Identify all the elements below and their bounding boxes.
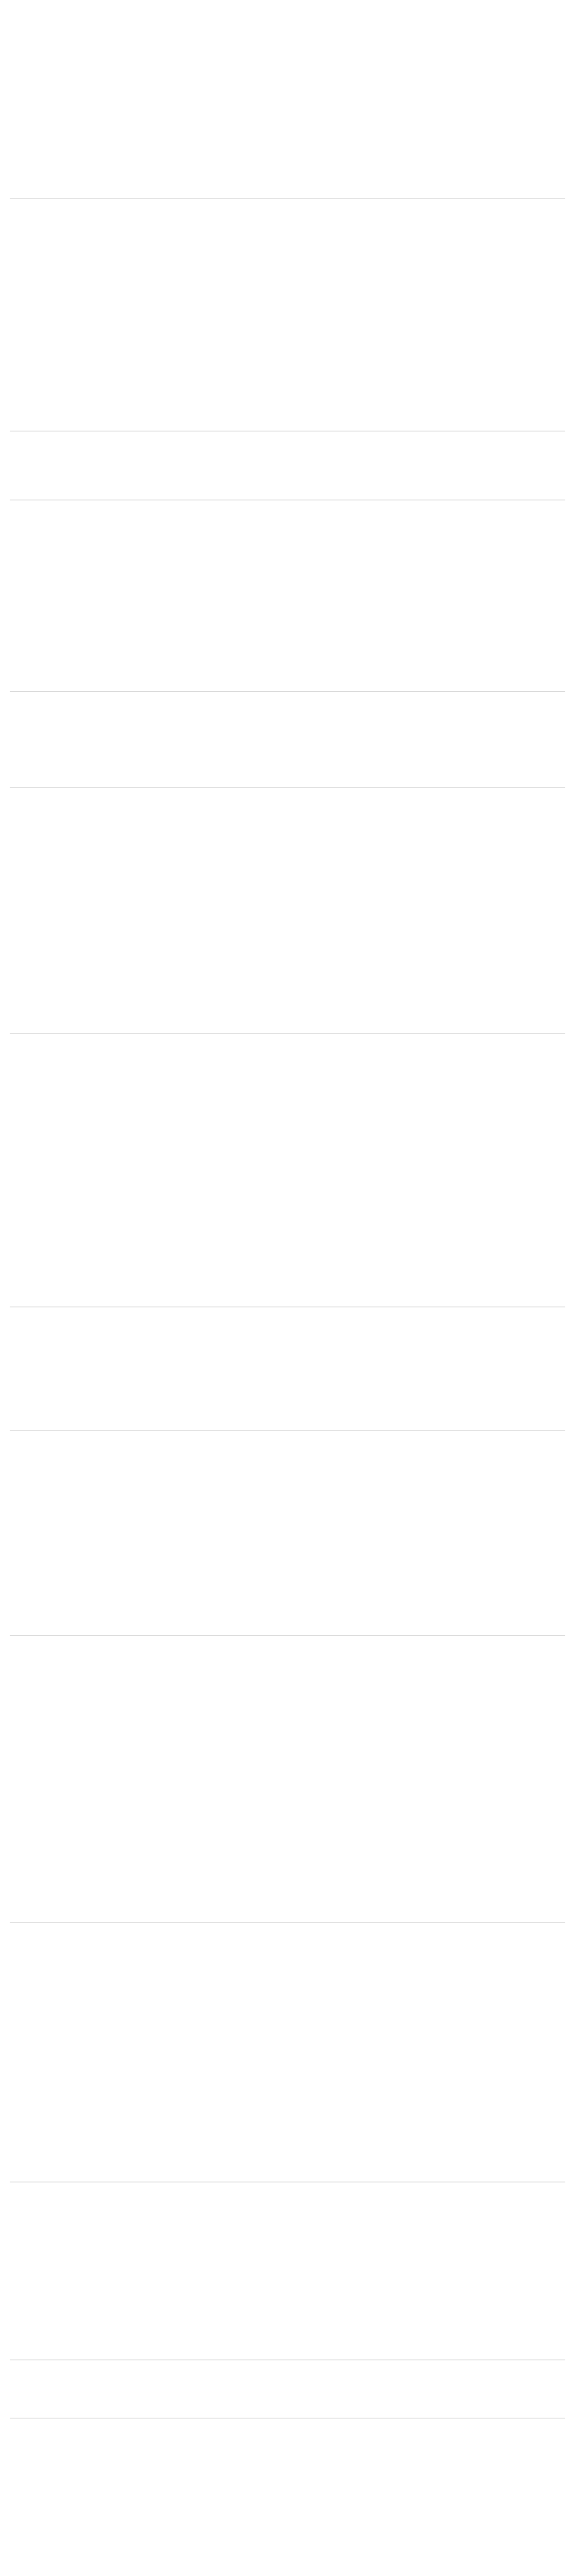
section-paragraph bbox=[10, 2343, 565, 2353]
section-paragraph bbox=[10, 1974, 565, 1985]
section-paragraph bbox=[10, 1878, 565, 1889]
policy-section bbox=[10, 1635, 565, 1916]
section-paragraph bbox=[10, 1413, 565, 1424]
section-paragraph bbox=[10, 948, 565, 959]
section-paragraph bbox=[10, 1290, 565, 1300]
section-paragraph bbox=[10, 456, 565, 466]
toc-item bbox=[10, 80, 565, 91]
section-paragraph bbox=[10, 634, 565, 644]
section-paragraph bbox=[10, 2001, 565, 2012]
closing-line bbox=[10, 2538, 565, 2549]
policy-section bbox=[10, 2182, 565, 2353]
effective-date-block bbox=[10, 2538, 565, 2576]
section-paragraph bbox=[10, 2288, 565, 2299]
toc-item bbox=[10, 133, 565, 144]
toc-item bbox=[10, 144, 565, 154]
section-title bbox=[10, 1315, 565, 1325]
section-paragraph bbox=[10, 1701, 565, 1712]
section-paragraph bbox=[10, 483, 565, 494]
section-paragraph bbox=[10, 1208, 565, 1219]
section-title bbox=[10, 2190, 565, 2201]
section-paragraph bbox=[10, 1140, 565, 1151]
section-paragraph bbox=[10, 579, 565, 590]
toc-item bbox=[10, 101, 565, 112]
section-title bbox=[10, 1042, 565, 1052]
section-paragraph bbox=[10, 278, 565, 288]
section-body bbox=[10, 716, 565, 781]
toc-item bbox=[10, 123, 565, 133]
closing-line bbox=[10, 2565, 565, 2576]
section-title bbox=[10, 796, 565, 806]
section-paragraph bbox=[10, 1892, 565, 1902]
section-title bbox=[10, 439, 565, 450]
toc-item bbox=[10, 91, 565, 101]
section-body bbox=[10, 456, 565, 494]
section-paragraph bbox=[10, 1345, 565, 1356]
section-paragraph bbox=[10, 1810, 565, 1821]
section-paragraph bbox=[10, 223, 565, 234]
section-paragraph bbox=[10, 387, 565, 397]
section-paragraph bbox=[10, 647, 565, 658]
section-paragraph bbox=[10, 2302, 565, 2313]
section-body bbox=[10, 525, 565, 685]
section-paragraph bbox=[10, 1742, 565, 1752]
section-paragraph bbox=[10, 1755, 565, 1766]
section-paragraph bbox=[10, 1509, 565, 1520]
section-paragraph bbox=[10, 2015, 565, 2026]
policy-intro bbox=[10, 5, 565, 39]
section-paragraph bbox=[10, 400, 565, 411]
policy-section bbox=[10, 1922, 565, 2176]
section-paragraph bbox=[10, 2207, 565, 2217]
policy-section bbox=[10, 691, 565, 781]
section-paragraph bbox=[10, 1660, 565, 1671]
section-paragraph bbox=[10, 2056, 565, 2067]
section-paragraph bbox=[10, 2110, 565, 2121]
section-paragraph bbox=[10, 1126, 565, 1137]
section-paragraph bbox=[10, 1359, 565, 1369]
section-title bbox=[10, 2368, 565, 2378]
section-paragraph bbox=[10, 2443, 565, 2453]
section-paragraph bbox=[10, 1728, 565, 1739]
section-paragraph bbox=[10, 1482, 565, 1493]
section-paragraph bbox=[10, 2165, 565, 2176]
section-paragraph bbox=[10, 1469, 565, 1479]
section-paragraph bbox=[10, 661, 565, 671]
section-paragraph bbox=[10, 839, 565, 850]
policy-section bbox=[10, 431, 565, 494]
section-paragraph bbox=[10, 730, 565, 740]
section-paragraph bbox=[10, 414, 565, 425]
section-paragraph bbox=[10, 1263, 565, 1273]
section-paragraph bbox=[10, 1783, 565, 1793]
section-body bbox=[10, 1455, 565, 1629]
section-paragraph bbox=[10, 305, 565, 316]
policy-section bbox=[10, 1430, 565, 1629]
section-paragraph bbox=[10, 1086, 565, 1096]
section-paragraph bbox=[10, 1715, 565, 1725]
section-paragraph bbox=[10, 2234, 565, 2244]
section-title bbox=[10, 1930, 565, 1941]
section-body bbox=[10, 2443, 565, 2535]
section-title bbox=[10, 508, 565, 519]
section-paragraph bbox=[10, 1372, 565, 1383]
section-paragraph bbox=[10, 1961, 565, 1971]
section-paragraph bbox=[10, 2070, 565, 2080]
section-paragraph bbox=[10, 469, 565, 480]
section-paragraph bbox=[10, 2398, 565, 2409]
section-paragraph bbox=[10, 2261, 565, 2272]
section-paragraph bbox=[10, 2029, 565, 2039]
section-paragraph bbox=[10, 2247, 565, 2258]
section-paragraph bbox=[10, 976, 565, 986]
section-body bbox=[10, 1947, 565, 2176]
section-paragraph bbox=[10, 1386, 565, 1397]
section-paragraph bbox=[10, 1276, 565, 1287]
section-title bbox=[10, 2426, 565, 2437]
section-paragraph bbox=[10, 1523, 565, 1534]
section-paragraph bbox=[10, 757, 565, 768]
section-paragraph bbox=[10, 921, 565, 932]
section-paragraph bbox=[10, 2124, 565, 2135]
section-paragraph bbox=[10, 1222, 565, 1232]
section-body bbox=[10, 1058, 565, 1300]
section-body bbox=[10, 1332, 565, 1424]
section-paragraph bbox=[10, 1167, 565, 1178]
section-title bbox=[10, 699, 565, 710]
section-paragraph bbox=[10, 2484, 565, 2494]
toc-item bbox=[10, 112, 565, 123]
table-of-contents bbox=[10, 48, 565, 186]
policy-section bbox=[10, 500, 565, 685]
section-body bbox=[10, 812, 565, 1027]
section-paragraph bbox=[10, 2042, 565, 2053]
section-paragraph bbox=[10, 716, 565, 727]
section-paragraph bbox=[10, 743, 565, 754]
closing-line bbox=[10, 2552, 565, 2562]
section-paragraph bbox=[10, 1072, 565, 1082]
section-body bbox=[10, 223, 565, 425]
section-paragraph bbox=[10, 538, 565, 549]
section-paragraph bbox=[10, 1564, 565, 1575]
section-paragraph bbox=[10, 2329, 565, 2340]
section-paragraph bbox=[10, 565, 565, 576]
section-paragraph bbox=[10, 2097, 565, 2107]
section-paragraph bbox=[10, 1578, 565, 1588]
section-paragraph bbox=[10, 1332, 565, 1342]
section-paragraph bbox=[10, 1550, 565, 1561]
section-paragraph bbox=[10, 291, 565, 302]
section-paragraph bbox=[10, 1235, 565, 1246]
section-paragraph bbox=[10, 1249, 565, 1260]
section-paragraph bbox=[10, 593, 565, 603]
section-paragraph bbox=[10, 1988, 565, 1998]
section-paragraph bbox=[10, 935, 565, 945]
section-paragraph bbox=[10, 853, 565, 864]
section-paragraph bbox=[10, 1687, 565, 1698]
section-paragraph bbox=[10, 346, 565, 357]
policy-section bbox=[10, 198, 565, 425]
section-paragraph bbox=[10, 373, 565, 384]
section-title bbox=[10, 1643, 565, 1654]
section-paragraph bbox=[10, 1605, 565, 1615]
section-paragraph bbox=[10, 1851, 565, 1861]
section-paragraph bbox=[10, 1455, 565, 1466]
section-paragraph bbox=[10, 1537, 565, 1547]
section-paragraph bbox=[10, 2083, 565, 2094]
policy-sections bbox=[10, 198, 565, 2535]
section-paragraph bbox=[10, 525, 565, 535]
section-paragraph bbox=[10, 1058, 565, 1069]
section-paragraph bbox=[10, 2220, 565, 2231]
section-paragraph bbox=[10, 2384, 565, 2395]
section-paragraph bbox=[10, 319, 565, 329]
section-paragraph bbox=[10, 880, 565, 891]
section-paragraph bbox=[10, 962, 565, 973]
section-paragraph bbox=[10, 251, 565, 261]
toc-item bbox=[10, 70, 565, 80]
section-paragraph bbox=[10, 1769, 565, 1780]
section-paragraph bbox=[10, 1496, 565, 1506]
section-body bbox=[10, 2207, 565, 2353]
section-paragraph bbox=[10, 1864, 565, 1875]
section-paragraph bbox=[10, 1113, 565, 1123]
section-paragraph bbox=[10, 2316, 565, 2326]
policy-section bbox=[10, 2360, 565, 2412]
section-paragraph bbox=[10, 552, 565, 562]
section-paragraph bbox=[10, 1947, 565, 1958]
policy-section bbox=[10, 1033, 565, 1300]
section-paragraph bbox=[10, 1837, 565, 1848]
section-paragraph bbox=[10, 826, 565, 836]
section-paragraph bbox=[10, 867, 565, 877]
section-paragraph bbox=[10, 2511, 565, 2521]
section-body bbox=[10, 1660, 565, 1916]
section-paragraph bbox=[10, 1674, 565, 1684]
section-paragraph bbox=[10, 908, 565, 918]
toc-item bbox=[10, 176, 565, 186]
section-paragraph bbox=[10, 620, 565, 631]
section-paragraph bbox=[10, 1003, 565, 1014]
policy-section bbox=[10, 787, 565, 1027]
section-paragraph bbox=[10, 1796, 565, 1807]
section-paragraph bbox=[10, 2275, 565, 2285]
section-paragraph bbox=[10, 332, 565, 343]
section-paragraph bbox=[10, 1099, 565, 1110]
section-body bbox=[10, 2384, 565, 2412]
section-paragraph bbox=[10, 1905, 565, 1916]
section-paragraph bbox=[10, 1591, 565, 1602]
section-paragraph bbox=[10, 812, 565, 823]
section-paragraph bbox=[10, 264, 565, 275]
toc-item bbox=[10, 48, 565, 59]
toc-item bbox=[10, 59, 565, 70]
section-paragraph bbox=[10, 2151, 565, 2162]
section-paragraph bbox=[10, 2470, 565, 2481]
section-paragraph bbox=[10, 989, 565, 1000]
section-paragraph bbox=[10, 771, 565, 781]
section-paragraph bbox=[10, 2525, 565, 2535]
toc-item bbox=[10, 165, 565, 176]
section-paragraph bbox=[10, 1400, 565, 1410]
policy-section bbox=[10, 1307, 565, 1424]
section-paragraph bbox=[10, 2456, 565, 2467]
section-paragraph bbox=[10, 2138, 565, 2148]
section-paragraph bbox=[10, 360, 565, 370]
section-paragraph bbox=[10, 606, 565, 617]
section-paragraph bbox=[10, 1181, 565, 1191]
section-paragraph bbox=[10, 1154, 565, 1164]
section-paragraph bbox=[10, 1017, 565, 1027]
policy-section bbox=[10, 2418, 565, 2535]
section-paragraph bbox=[10, 1195, 565, 1205]
section-paragraph bbox=[10, 894, 565, 905]
section-title bbox=[10, 1438, 565, 1449]
section-paragraph bbox=[10, 2497, 565, 2508]
section-paragraph bbox=[10, 674, 565, 685]
toc-item bbox=[10, 154, 565, 165]
section-paragraph bbox=[10, 237, 565, 248]
section-paragraph bbox=[10, 1824, 565, 1834]
section-paragraph bbox=[10, 1618, 565, 1629]
section-title bbox=[10, 207, 565, 217]
